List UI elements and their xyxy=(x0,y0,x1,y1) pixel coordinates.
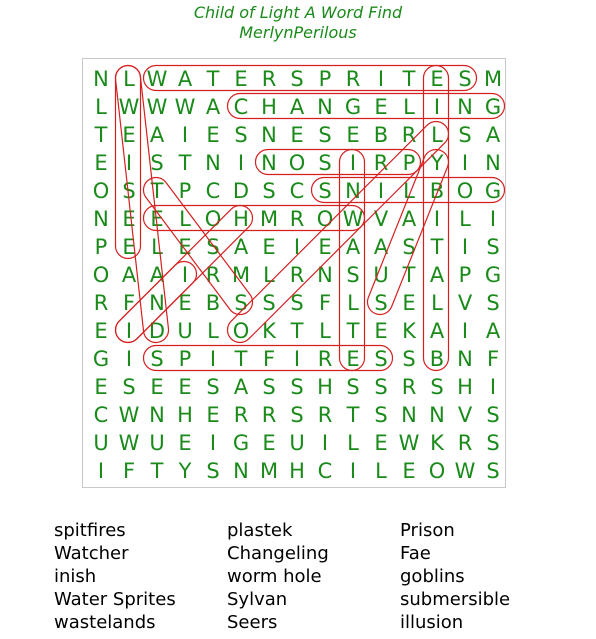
grid-letter: T xyxy=(94,123,108,147)
grid-letter: E xyxy=(402,291,416,315)
grid-letter: W xyxy=(342,207,364,231)
grid-letter: E xyxy=(262,235,276,259)
grid-letter: R xyxy=(289,207,305,231)
grid-letter: E xyxy=(122,207,136,231)
grid-letter: S xyxy=(262,375,276,399)
grid-letter: I xyxy=(489,375,497,399)
grid-letter: G xyxy=(484,263,502,287)
grid-letter: W xyxy=(118,95,140,119)
grid-letter: E xyxy=(178,291,192,315)
grid-letter: A xyxy=(373,235,389,259)
grid-letter: F xyxy=(262,347,276,371)
grid-letter: S xyxy=(374,291,388,315)
grid-letter: P xyxy=(178,179,192,203)
grid-letter: A xyxy=(345,235,361,259)
grid-letter: A xyxy=(429,263,445,287)
grid-letter: M xyxy=(483,67,503,91)
grid-letter: L xyxy=(263,263,275,287)
grid-letter: H xyxy=(457,375,473,399)
grid-letter: F xyxy=(122,291,136,315)
grid-letter: N xyxy=(261,151,277,175)
grid-letter: U xyxy=(149,431,165,455)
grid-letter: I xyxy=(209,347,217,371)
grid-letter: R xyxy=(345,67,361,91)
grid-letter: E xyxy=(122,123,136,147)
grid-letter: K xyxy=(402,319,416,343)
grid-letter: N xyxy=(317,95,333,119)
word-list-item: Changeling xyxy=(227,543,329,564)
grid-letter: G xyxy=(484,179,502,203)
grid-letter: I xyxy=(461,235,469,259)
grid-letter: B xyxy=(373,123,389,147)
grid-letter: S xyxy=(486,431,500,455)
grid-letter: P xyxy=(178,347,192,371)
grid-letter: S xyxy=(486,459,500,483)
grid-letter: L xyxy=(403,95,415,119)
grid-letter: R xyxy=(317,403,333,427)
grid-letter: E xyxy=(150,207,164,231)
grid-letter: D xyxy=(232,179,250,203)
grid-letter: F xyxy=(122,459,136,483)
grid-letter: I xyxy=(97,459,105,483)
grid-letter: R xyxy=(205,263,221,287)
grid-letter: L xyxy=(431,123,443,147)
grid-letter: N xyxy=(317,263,333,287)
grid-letter: E xyxy=(206,123,220,147)
grid-letter: W xyxy=(118,431,140,455)
grid-letter: Y xyxy=(430,151,444,175)
grid-letter: R xyxy=(317,347,333,371)
grid-letter: R xyxy=(401,375,417,399)
grid-letter: S xyxy=(430,375,444,399)
grid-letter: S xyxy=(234,123,248,147)
grid-letter: W xyxy=(118,403,140,427)
word-list-item: plastek xyxy=(227,520,293,541)
grid-letter: M xyxy=(259,207,279,231)
grid-letter: N xyxy=(233,459,249,483)
grid-letter: N xyxy=(149,403,165,427)
grid-letter: A xyxy=(233,375,249,399)
grid-letter: W xyxy=(146,67,168,91)
grid-letter: C xyxy=(93,403,109,427)
grid-letter: A xyxy=(401,207,417,231)
grid-letter: W xyxy=(398,431,420,455)
grid-letter: B xyxy=(429,347,445,371)
grid-letter: O xyxy=(428,459,446,483)
grid-letter: S xyxy=(458,123,472,147)
grid-letter: L xyxy=(375,459,387,483)
grid-letter: S xyxy=(374,403,388,427)
grid-letter: H xyxy=(317,375,333,399)
word-list-item: Sylvan xyxy=(227,589,288,610)
grid-letter: R xyxy=(261,67,277,91)
grid-letter: I xyxy=(125,319,133,343)
grid-letter: S xyxy=(290,403,304,427)
word-list-item: Prison xyxy=(400,520,455,541)
grid-letter: S xyxy=(318,179,332,203)
grid-letter: W xyxy=(146,95,168,119)
grid-letter: S xyxy=(206,459,220,483)
grid-letter: E xyxy=(346,123,360,147)
word-list-item: goblins xyxy=(400,566,465,587)
grid-letter: G xyxy=(232,431,250,455)
grid-letter: L xyxy=(431,291,443,315)
grid-letter: S xyxy=(318,151,332,175)
grid-letter: S xyxy=(150,347,164,371)
grid-letter: R xyxy=(261,403,277,427)
grid-letter: I xyxy=(461,151,469,175)
grid-letter: A xyxy=(429,319,445,343)
word-list-item: Seers xyxy=(227,612,278,633)
grid-letter: I xyxy=(125,347,133,371)
grid-letter: E xyxy=(430,67,444,91)
grid-letter: N xyxy=(149,291,165,315)
grid-letter: I xyxy=(293,235,301,259)
puzzle-author: MerlynPerilous xyxy=(239,23,357,42)
grid-letter: S xyxy=(234,291,248,315)
grid-letter: E xyxy=(346,347,360,371)
grid-letter: I xyxy=(489,207,497,231)
grid-letter: W xyxy=(174,95,196,119)
grid-letter: L xyxy=(403,179,415,203)
grid-letter: I xyxy=(125,151,133,175)
grid-letter: P xyxy=(458,263,472,287)
grid-letter: A xyxy=(485,319,501,343)
grid-letter: S xyxy=(486,291,500,315)
grid-letter: E xyxy=(374,319,388,343)
grid-letter: N xyxy=(429,403,445,427)
grid-letter: E xyxy=(374,95,388,119)
grid-letter: S xyxy=(290,67,304,91)
grid-letter: S xyxy=(318,123,332,147)
grid-letter: U xyxy=(93,431,109,455)
grid-letter: S xyxy=(374,347,388,371)
grid-letter: L xyxy=(347,431,359,455)
word-list-item: Watcher xyxy=(54,543,129,564)
grid-letter: O xyxy=(92,263,110,287)
grid-letter: S xyxy=(206,235,220,259)
grid-letter: L xyxy=(207,319,219,343)
grid-letter: F xyxy=(318,291,332,315)
grid-letter: I xyxy=(461,319,469,343)
grid-letter: O xyxy=(316,207,334,231)
grid-letter: T xyxy=(150,179,164,203)
grid-letter: S xyxy=(122,375,136,399)
grid-letter: V xyxy=(457,291,473,315)
grid-letter: H xyxy=(177,403,193,427)
grid-letter: T xyxy=(290,319,304,343)
grid-letter: A xyxy=(289,95,305,119)
grid-letter: E xyxy=(94,375,108,399)
word-list-column-3 xyxy=(400,519,510,634)
grid-letter: L xyxy=(123,67,135,91)
grid-letter: B xyxy=(429,179,445,203)
grid-letter: R xyxy=(289,263,305,287)
grid-letter: U xyxy=(177,319,193,343)
grid-letter: I xyxy=(321,431,329,455)
grid-letter: V xyxy=(373,207,389,231)
grid-letter: C xyxy=(233,95,249,119)
grid-letter: P xyxy=(318,67,332,91)
grid-letter: N xyxy=(345,179,361,203)
letter-grid xyxy=(82,58,506,488)
grid-letter: I xyxy=(349,459,357,483)
grid-letter: E xyxy=(94,319,108,343)
grid-letter: R xyxy=(401,123,417,147)
grid-letter: E xyxy=(178,431,192,455)
grid-letter: N xyxy=(93,207,109,231)
grid-letter: S xyxy=(150,151,164,175)
word-list-item: inish xyxy=(54,566,97,587)
grid-letter: C xyxy=(317,459,333,483)
grid-letter: A xyxy=(121,263,137,287)
grid-letter: T xyxy=(430,235,444,259)
grid-letter: I xyxy=(237,151,245,175)
grid-letter: Y xyxy=(178,459,192,483)
word-list-item: Fae xyxy=(400,543,431,564)
grid-letter: N xyxy=(457,347,473,371)
grid-letter: E xyxy=(206,403,220,427)
grid-letter: S xyxy=(458,67,472,91)
grid-letter: T xyxy=(178,151,192,175)
grid-letter: L xyxy=(319,319,331,343)
grid-letter: E xyxy=(94,151,108,175)
grid-letter: N xyxy=(205,151,221,175)
grid-letter: I xyxy=(181,263,189,287)
grid-letter: D xyxy=(148,319,166,343)
grid-letter: E xyxy=(374,431,388,455)
grid-letter: K xyxy=(262,319,276,343)
grid-letter: T xyxy=(206,67,220,91)
grid-letter: T xyxy=(346,319,360,343)
grid-letter: I xyxy=(433,207,441,231)
grid-letter: A xyxy=(149,123,165,147)
grid-letter: I xyxy=(377,67,385,91)
grid-letter: N xyxy=(93,67,109,91)
grid-letter: E xyxy=(318,235,332,259)
grid-letter: I xyxy=(181,123,189,147)
grid-letter: K xyxy=(430,431,444,455)
grid-letter: S xyxy=(290,375,304,399)
grid-letter: S xyxy=(346,263,360,287)
word-list-item: spitfires xyxy=(54,520,126,541)
grid-letter: O xyxy=(232,319,250,343)
grid-letter: S xyxy=(346,375,360,399)
grid-letter: S xyxy=(262,291,276,315)
grid-letter: I xyxy=(209,431,217,455)
grid-letter: C xyxy=(205,179,221,203)
grid-letter: G xyxy=(484,95,502,119)
grid-letter: E xyxy=(122,235,136,259)
word-list-item: submersible xyxy=(400,589,511,610)
word-list-item: illusion xyxy=(400,612,464,633)
grid-letter: E xyxy=(234,67,248,91)
grid-letter: I xyxy=(349,151,357,175)
grid-letter: R xyxy=(93,291,109,315)
grid-letter: O xyxy=(92,179,110,203)
grid-letter: S xyxy=(402,347,416,371)
grid-letter: T xyxy=(402,263,416,287)
grid-letter: C xyxy=(289,179,305,203)
grid-letter: L xyxy=(151,235,163,259)
grid-letter: U xyxy=(289,431,305,455)
grid-letter: E xyxy=(402,459,416,483)
grid-letter: M xyxy=(259,459,279,483)
grid-letter: A xyxy=(177,67,193,91)
grid-letter: S xyxy=(486,235,500,259)
word-list-column-2 xyxy=(227,519,329,634)
grid-letter: T xyxy=(346,403,360,427)
grid-letter: S xyxy=(402,235,416,259)
word-list-item: worm hole xyxy=(227,566,322,587)
grid-letter: F xyxy=(486,347,500,371)
grid-letter: L xyxy=(459,207,471,231)
grid-letter: R xyxy=(233,403,249,427)
grid-letter: B xyxy=(205,291,221,315)
grid-letter: E xyxy=(262,431,276,455)
grid-letter: E xyxy=(150,375,164,399)
grid-letter: S xyxy=(206,375,220,399)
grid-letter: I xyxy=(377,179,385,203)
grid-letter: H xyxy=(289,459,305,483)
word-list-item: Water Sprites xyxy=(54,589,176,610)
grid-letter: E xyxy=(178,235,192,259)
grid-letter: S xyxy=(486,403,500,427)
grid-letter: G xyxy=(92,347,110,371)
grid-letter: S xyxy=(290,291,304,315)
grid-letter: G xyxy=(344,95,362,119)
grid-letter: T xyxy=(234,347,248,371)
grid-letter: T xyxy=(402,67,416,91)
grid-letter: N xyxy=(401,403,417,427)
grid-letter: L xyxy=(347,291,359,315)
word-list-column-1 xyxy=(54,519,176,634)
grid-letter: W xyxy=(454,459,476,483)
puzzle-title: Child of Light A Word Find xyxy=(193,3,403,22)
grid-letter: A xyxy=(149,263,165,287)
grid-letter: H xyxy=(261,95,277,119)
grid-letter: L xyxy=(95,95,107,119)
grid-letter: N xyxy=(485,151,501,175)
grid-letter: U xyxy=(373,263,389,287)
grid-letter: S xyxy=(262,179,276,203)
grid-letter: H xyxy=(233,207,249,231)
grid-letter: N xyxy=(457,95,473,119)
grid-letter: E xyxy=(290,123,304,147)
grid-letter: L xyxy=(179,207,191,231)
grid-letter: S xyxy=(122,179,136,203)
grid-letter: E xyxy=(178,375,192,399)
grid-letter: P xyxy=(94,235,108,259)
word-list-item: wastelands xyxy=(54,612,156,633)
grid-letter: P xyxy=(402,151,416,175)
grid-letter: N xyxy=(261,123,277,147)
grid-letter: O xyxy=(204,207,222,231)
grid-letter: R xyxy=(457,431,473,455)
grid-letter: A xyxy=(205,95,221,119)
grid-letter: M xyxy=(231,263,251,287)
grid-letter: A xyxy=(485,123,501,147)
grid-letter: T xyxy=(150,459,164,483)
grid-letter: O xyxy=(456,179,474,203)
grid-letter: S xyxy=(374,375,388,399)
grid-letter: A xyxy=(233,235,249,259)
grid-letter: I xyxy=(293,347,301,371)
grid-letter: V xyxy=(457,403,473,427)
grid-letter: O xyxy=(288,151,306,175)
grid-letter: R xyxy=(373,151,389,175)
grid-letter: I xyxy=(433,95,441,119)
